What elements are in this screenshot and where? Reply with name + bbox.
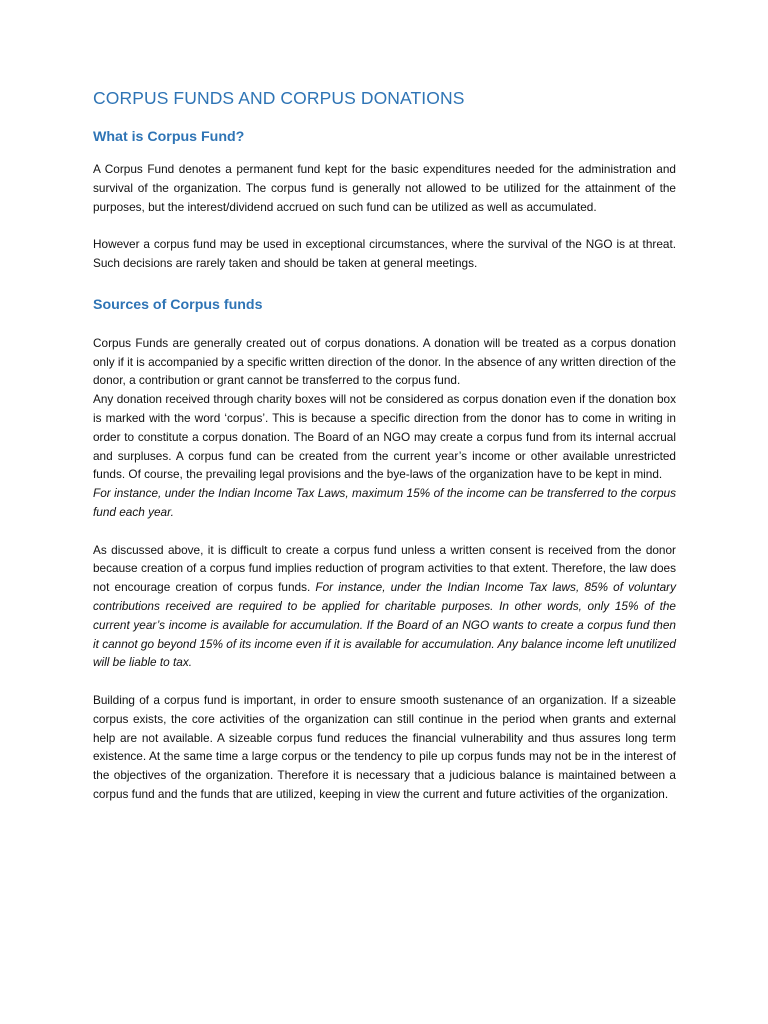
paragraph-building-corpus: Building of a corpus fund is important, in order to ensure smooth sustenance of an organization. If a sizeable corpus exists, the core activities of the organization can still continue in the period when grants and external help are not available. A sizeable corpus fund reduces the financial vulnerability and thus assures long term existence. At the same time a large corpus or the tendency to pile up corpus funds may not be in the interest of the objectives of the organization. Therefore it is necessary that a judicious balance is maintained between a corpus fund and the funds that are utilized, keeping in view the current and future activities of the organization. <box>93 692 676 801</box>
paragraph-charity-boxes: Any donation received through charity boxes will not be considered as corpus donation even if the donation box is marked with the word ‘corpus’. This is because a specific direction from the donor has to come in writing in order to constitute a corpus donation. The Board of an NGO may create a corpus fund from its internal accrual and surpluses. A corpus fund can be created from the current year’s income or other available unrestricted funds. Of course, the prevailing legal provisions and the bye-laws of the organization have to be kept in mind. <box>93 392 676 482</box>
document-title: CORPUS FUNDS AND CORPUS DONATIONS <box>93 88 465 108</box>
heading-sources-of-corpus-funds: Sources of Corpus funds <box>93 296 263 313</box>
paragraph-exceptional-use: However a corpus fund may be used in exceptional circumstances, where the survival of the NGO is at threat. Such decisions are rarely taken and should be taken at general meetings. <box>93 237 676 270</box>
written-consent-example-text: For instance, under the Indian Income Tax laws, 85% of voluntary contributions received are required to be applied for charitable purposes. In other words, only 15% of the current year’s income is available for accumulation. If the Board of an NGO wants to create a corpus fund then it cannot go beyond 15% of its income even if it is available for accumulation. Any balance income left unutilized will be liable to tax. <box>93 580 676 670</box>
paragraph-written-consent <box>93 541 676 673</box>
written-consent-text: As discussed above, it is difficult to create a corpus fund unless a written consent is received from the donor because creation of a corpus fund implies reduction of program activities to that extent. Therefore, the law does not encourage creation of corpus funds. <box>93 542 676 595</box>
paragraph-corpus-donations: Corpus Funds are generally created out of corpus donations. A donation will be treated as a corpus donation only if it is accompanied by a specific written direction of the donor. In the absence of any written direction of the donor, a contribution or grant cannot be transferred to the corpus fund. <box>93 335 676 388</box>
heading-what-is-corpus-fund: What is Corpus Fund? <box>93 129 245 145</box>
paragraph-corpus-definition: A Corpus Fund denotes a permanent fund kept for the basic expenditures needed for the administration and survival of the organization. The corpus fund is generally not allowed to be utilized for the attainment of the purposes, but the interest/dividend accrued on such fund can be utilized as well as accumulated. <box>93 162 676 214</box>
paragraph-income-tax-example: For instance, under the Indian Income Tax Laws, maximum 15% of the income can be transferred to the corpus fund each year. <box>93 486 676 519</box>
